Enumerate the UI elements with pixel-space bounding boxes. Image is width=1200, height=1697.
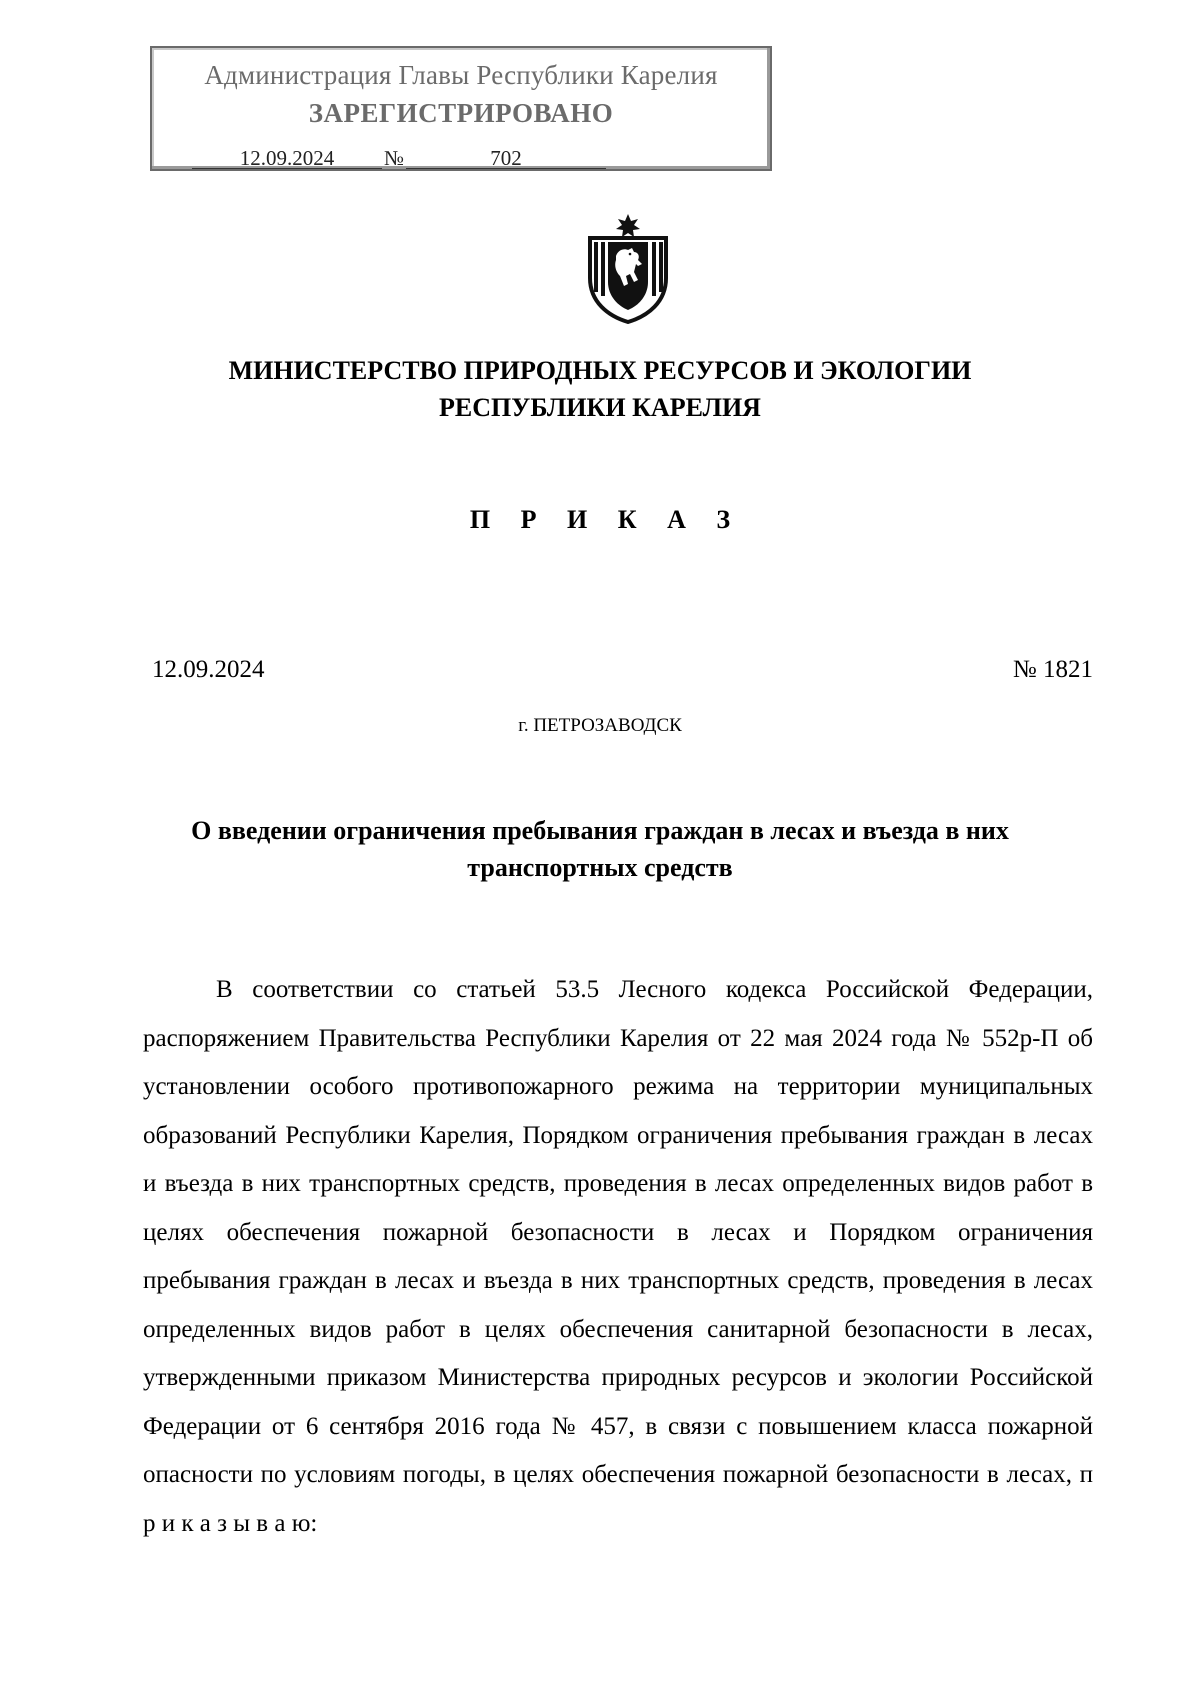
document-number: № 1821 <box>1012 656 1093 683</box>
stamp-number: 702 <box>406 148 606 169</box>
subject-line2: транспортных средств <box>467 853 733 882</box>
body-paragraph: В соответствии со статьей 53.5 Лесного кодекса Российской Федерации, распоряжением Правительства Республики Карелия от 22 мая 2024 года № 552р-П об установлении особого противопожарного режима на территории муниципальных образований Республики Карелия, Порядком ограничения пребывания граждан в лесах и въезда в них транспортных средств, проведения в лесах определенных видов работ в целях обеспечения пожарной безопасности в лесах и Порядком ограничения пребывания граждан в лесах и въезда в них транспортных средств, проведения в лесах определенных видов работ в целях обеспечения санитарной безопасности в лесах, утвержденными приказом Министерства природных ресурсов и экологии Российской Федерации от 6 сентября 2016 года № 457, в связи с повышением класса пожарной опасности по условиям погоды, в целях обеспечения пожарной безопасности в лесах, п р и к а з ы в а ю: <box>143 976 1093 1537</box>
stamp-authority: Администрация Главы Республики Карелия <box>204 60 718 90</box>
stamp-date: 12.09.2024 <box>192 148 382 169</box>
stamp-registration-row <box>192 146 606 171</box>
ministry-name <box>0 352 1200 426</box>
subject-line1: О введении ограничения пребывания граждан в лесах и въезда в них <box>191 816 1009 845</box>
ministry-name-line2: РЕСПУБЛИКИ КАРЕЛИЯ <box>439 393 761 422</box>
stamp-number-sign: № <box>384 146 405 170</box>
document-date: 12.09.2024 <box>152 656 265 683</box>
registration-stamp <box>150 46 772 171</box>
document-type: П Р И К А З <box>469 505 743 534</box>
document-city: г. ПЕТРОЗАВОДСК <box>518 715 682 736</box>
document-subject <box>0 812 1200 886</box>
karelia-coat-of-arms-icon <box>582 212 674 324</box>
ministry-name-line1: МИНИСТЕРСТВО ПРИРОДНЫХ РЕСУРСОВ И ЭКОЛОГИИ <box>228 356 972 385</box>
stamp-registered-label: ЗАРЕГИСТРИРОВАНО <box>308 98 614 128</box>
